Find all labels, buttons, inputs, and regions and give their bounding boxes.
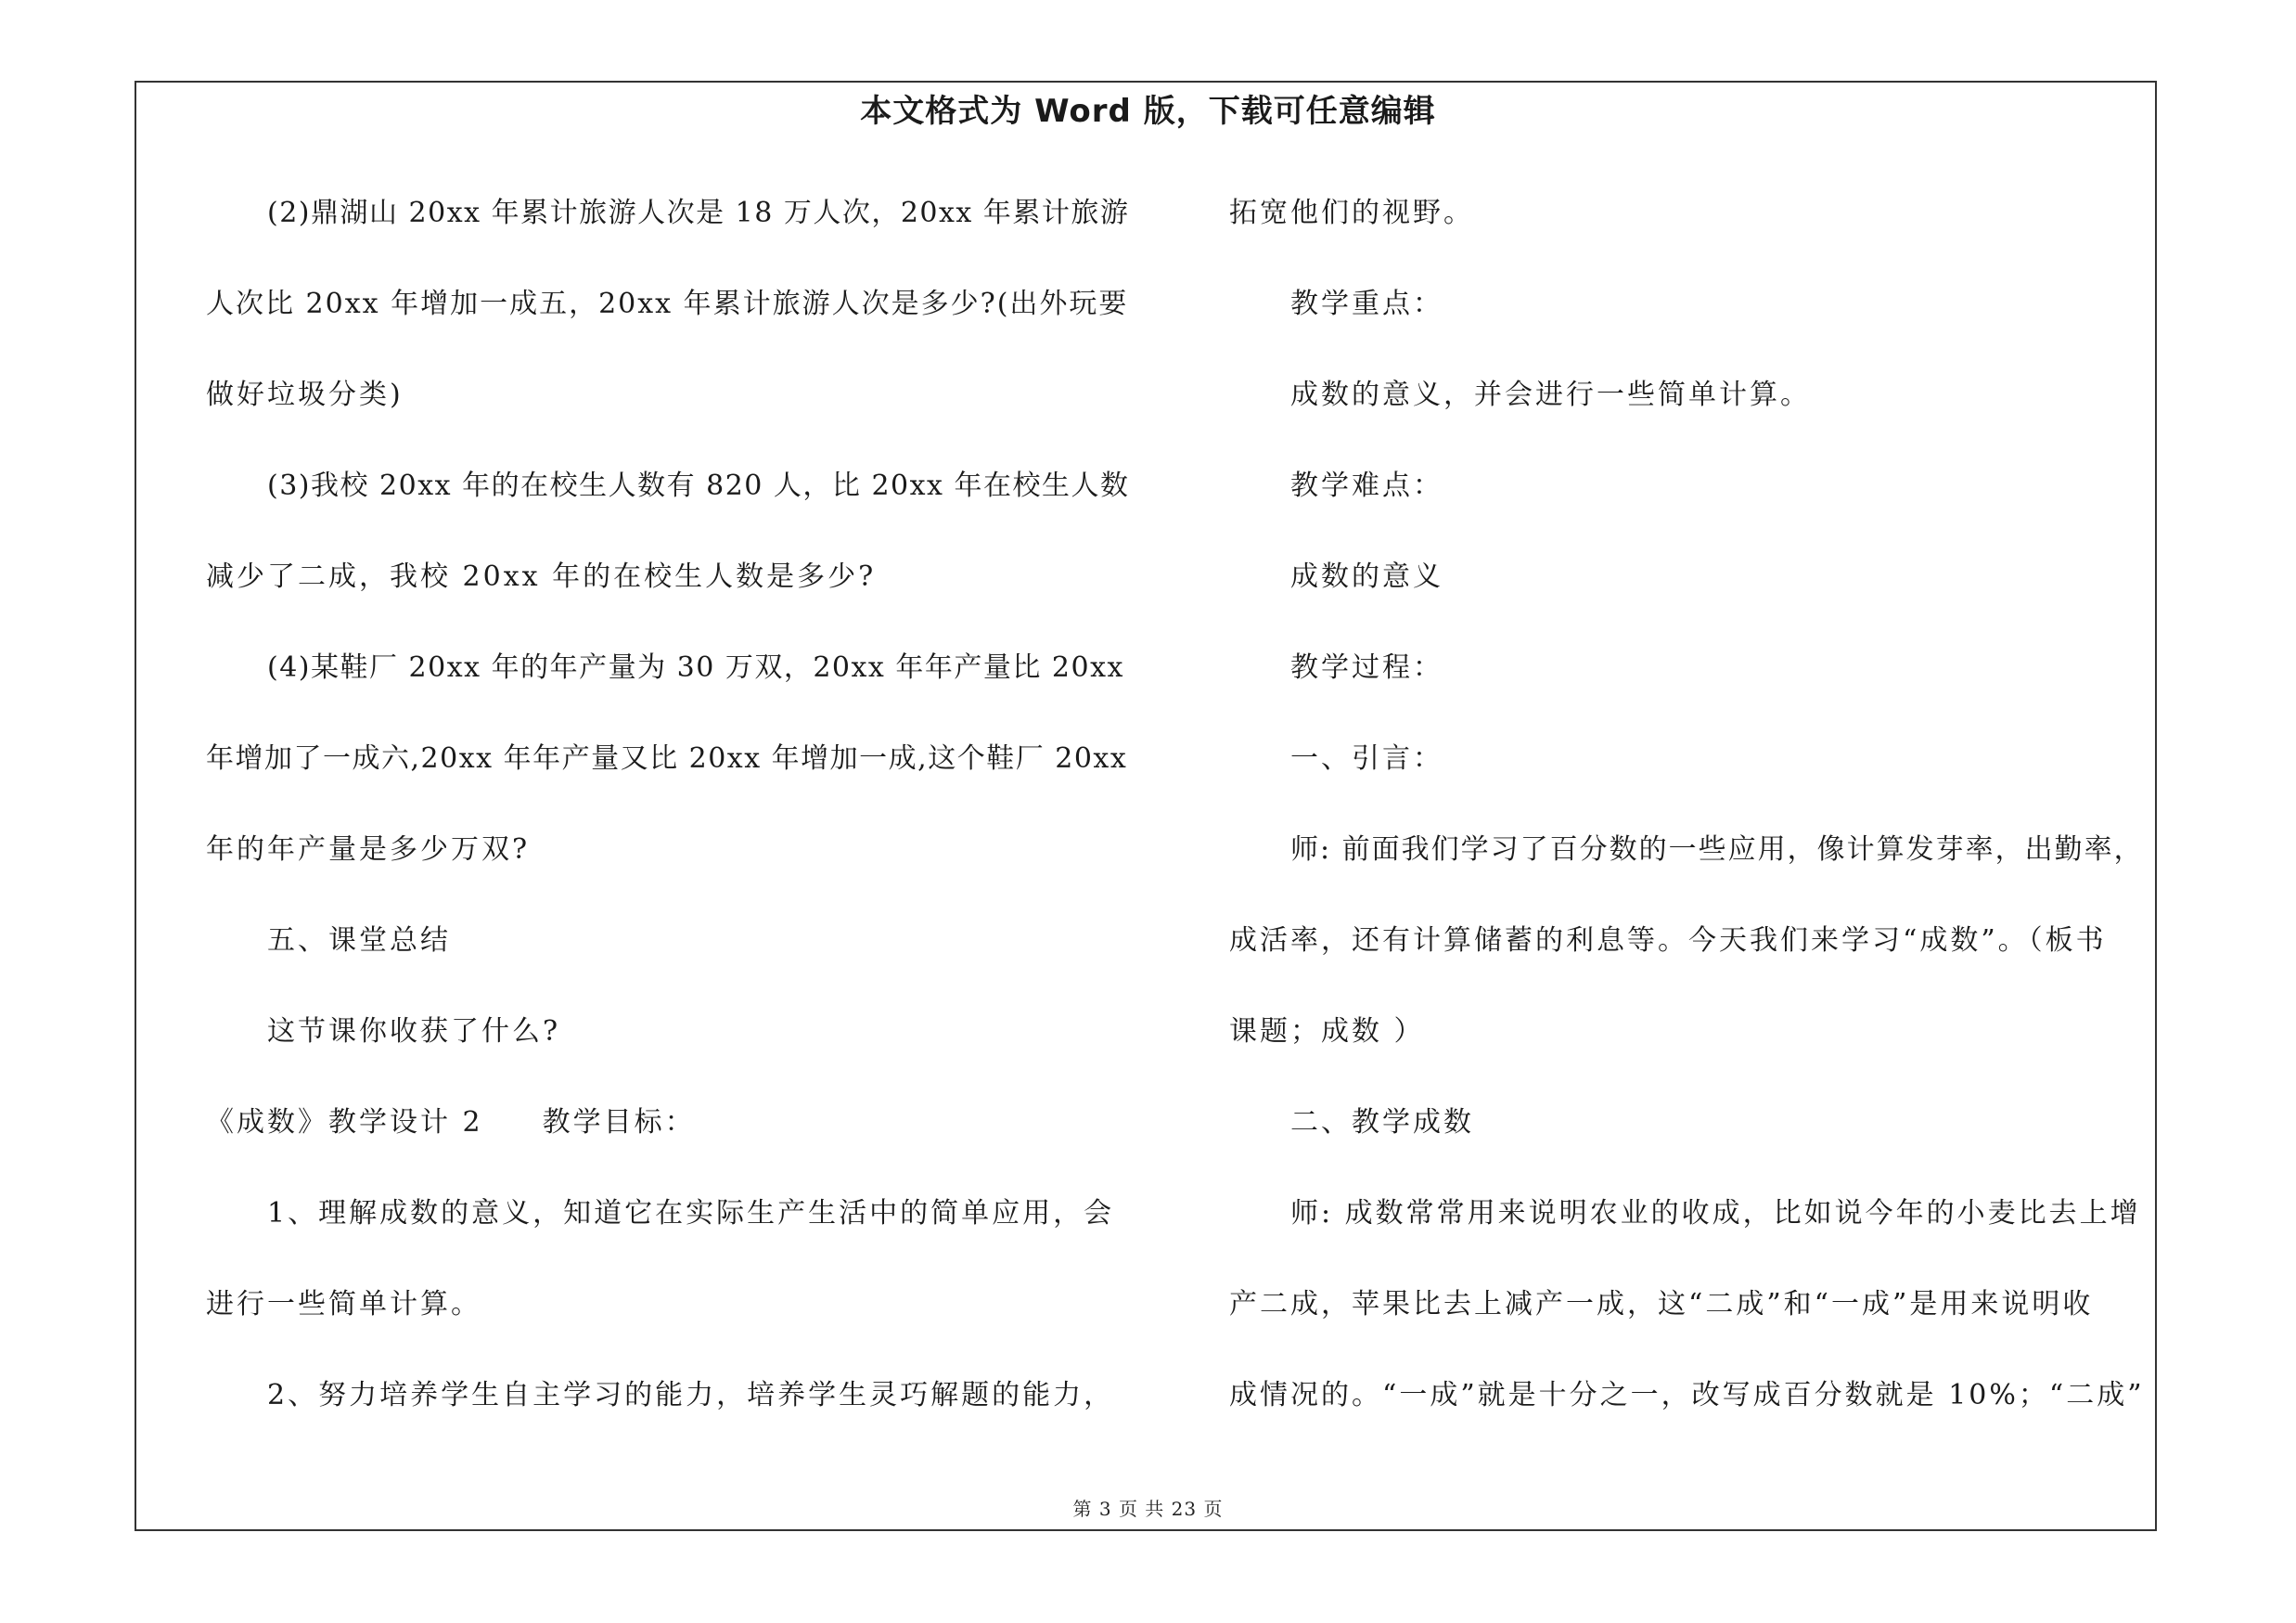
format-banner: 本文格式为 Word 版，下载可任意编辑 (860, 93, 1436, 130)
paragraph-line: 这节课你收获了什么? (267, 1015, 561, 1048)
design-title-line (206, 1095, 1134, 1186)
paragraph-line: 成情况的。“一成”就是十分之一，改写成百分数就是 10%；“二成” (1229, 1379, 2145, 1411)
paragraph-line: 成数的意义，并会进行一些简单计算。 (1290, 379, 1811, 411)
paragraph-line: 减少了二成，我校 20xx 年的在校生人数是多少? (206, 560, 877, 593)
goals-label: 教学目标： (542, 1106, 696, 1139)
process-label: 教学过程： (1290, 651, 1443, 684)
paragraph-line: 2、努力培养学生自主学习的能力，培养学生灵巧解题的能力， (267, 1379, 1115, 1411)
section-heading: 五、课堂总结 (267, 924, 451, 957)
paragraph-line: 产二成，苹果比去上减产一成，这“二成”和“一成”是用来说明收 (1229, 1288, 2094, 1320)
section-heading: 二、教学成数 (1290, 1106, 1474, 1139)
paragraph-line: 年的年产量是多少万双? (206, 833, 531, 866)
design-title: 《成数》教学设计 2 (206, 1106, 483, 1139)
paragraph-line: 成活率，还有计算储蓄的利息等。今天我们来学习“成数”。（板书 (1229, 924, 2107, 957)
page-footer: 第 3 页 共 23 页 (1072, 1498, 1224, 1520)
difficulty-label: 教学难点： (1290, 470, 1443, 502)
paragraph-line: 人次比 20xx 年增加一成五，20xx 年累计旅游人次是多少?(出外玩要 (206, 288, 1129, 320)
paragraph-line: 师: 成数常常用来说明农业的收成，比如说今年的小麦比去上增 (1290, 1197, 2141, 1230)
paragraph-line: 进行一些简单计算。 (206, 1288, 481, 1320)
paragraph-line: 做好垃圾分类) (206, 379, 404, 411)
paragraph-line: (4)某鞋厂 20xx 年的年产量为 30 万双，20xx 年年产量比 20xx (267, 651, 1124, 684)
right-column (1229, 186, 2152, 1459)
paragraph-line: 年增加了一成六,20xx 年年产量又比 20xx 年增加一成,这个鞋厂 20xx (206, 742, 1128, 775)
paragraph-line: 师: 前面我们学习了百分数的一些应用，像计算发芽率，出勤率， (1290, 833, 2144, 866)
section-heading: 一、引言： (1290, 742, 1443, 775)
paragraph-line: 1、理解成数的意义，知道它在实际生产生活中的简单应用，会 (267, 1197, 1115, 1230)
left-column (206, 186, 1134, 1459)
paragraph-line: 课题；成数 ） (1229, 1015, 1425, 1048)
paragraph-line: 拓宽他们的视野。 (1229, 197, 1474, 229)
paragraph-line: 成数的意义 (1290, 560, 1443, 593)
paragraph-line: (2)鼎湖山 20xx 年累计旅游人次是 18 万人次，20xx 年累计旅游 (267, 197, 1130, 229)
paragraph-line: (3)我校 20xx 年的在校生人数有 820 人，比 20xx 年在校生人数 (267, 470, 1130, 502)
key-point-label: 教学重点： (1290, 288, 1443, 320)
